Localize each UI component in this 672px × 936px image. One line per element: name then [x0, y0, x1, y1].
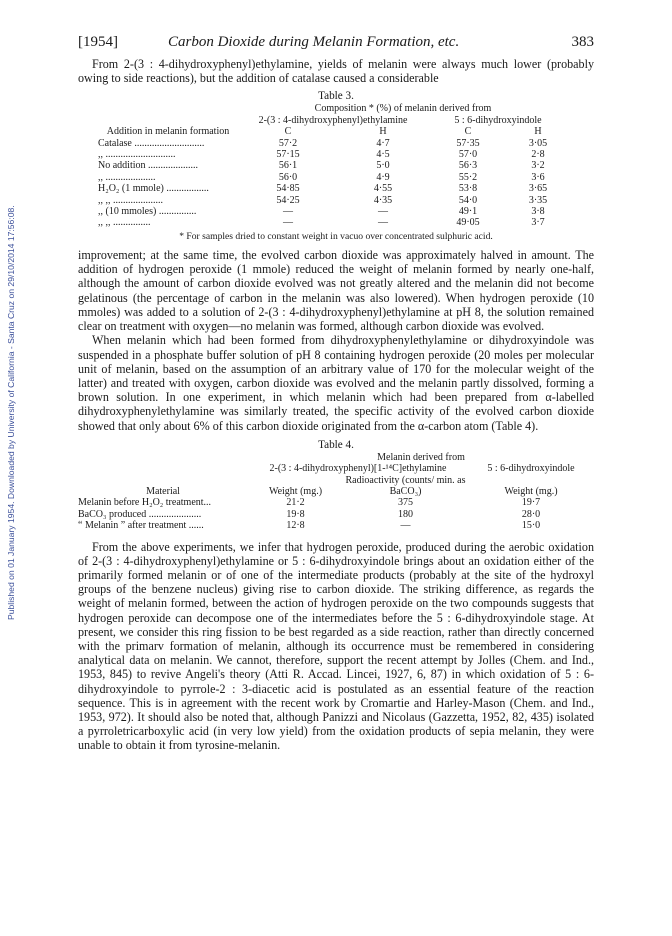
- paragraph-3: When melanin which had been formed from dihydroxyphenylethylamine or dihydroxyindole was suspended in a phosphate buffer solution of pH 8 containing hydrogen peroxide (20 moles per molecular unit of melanin, based on the assumption of an arbitrary value of 170 for the molecular weight of the latter) and treated with oxygen, carbon dioxide was evolved and the melanin partly dissolved, forming a brown solution. In one experiment, in which melanin which had been prepared from α-labelled dihydroxyphenylethylamine was similarly treated, the specific activity of the evolved carbon dioxide showed that only about 6% of this carbon dioxide originated from the α-carbon atom (Table 4).: [78, 333, 594, 433]
- table3-subheader: H: [534, 126, 542, 138]
- cell: 53·8: [458, 183, 478, 195]
- row-label: ,, ....................: [98, 171, 156, 183]
- cell: 55·2: [458, 171, 478, 183]
- cell: 4·35: [373, 194, 393, 206]
- row-label: ,, ,, ...............: [98, 217, 151, 229]
- table3-stub-header: Addition in melanin formation: [106, 126, 230, 138]
- table-row: [98, 217, 568, 228]
- cell: 4·7: [376, 137, 390, 149]
- cell: 4·55: [373, 183, 393, 195]
- table4: [78, 452, 594, 532]
- table3-footnote: * For samples dried to constant weight in vacuo over concentrated sulphuric acid.: [179, 230, 493, 242]
- intro-paragraph: From 2-(3 : 4-dihydroxyphenyl)ethylamine, yields of melanin were always much lower (probably owing to side reactions), but the addition of catalase caused a considerable: [78, 57, 594, 86]
- row-label: Catalase ............................: [98, 137, 205, 149]
- cell: —: [283, 217, 293, 229]
- cell: 3·05: [528, 137, 548, 149]
- paragraph-4: From the above experiments, we infer that hydrogen peroxide, produced during the aerobic oxidation of 2-(3 : 4-dihydroxyphenyl)ethylamine or 5 : 6-dihydroxyindole brings about an oxidation either of the primarily formed melanin or of one of the intermediate products (probably at the site of the hydroxyl groups of the benzene nucleus) giving rise to carbon dioxide. The striking difference, as regards the weight of melanin formed, between the action of hydrogen peroxide on the two compounds suggests that hydrogen peroxide can decompose one of the intermediates before the 5 : 6-dihydroxyindole stage. At present, we consider this ring fission to be best regarded as a side reaction, rather than directly concerned with the primarv formation of melanin, although its occurrence must be remembered in considering analytical data on melanin. We cannot, therefore, support the recent attempt by Jolles (Chem. and Ind., 1953, 845) to revive Angeli's theory (Atti R. Accad. Lincei, 1927, 6, 87) in which oxidation of 5 : 6-dihydroxyindole to pyrrole-2 : 3-diacetic acid is postulated as an essential feature of the reaction sequence. This is in agreement with the recent work by Cromartie and Harley-Mason (Chem. and Ind., 1953, 972). It should also be noted that, although Panizzi and Nicolaus (Gazzetta, 1952, 82, 435) isolated a pyrroletricarboxylic acid (in very low yield) from the oxidation products of sepia melanin, they were unable to obtain it from tyrosine-melanin.: [78, 539, 594, 753]
- row-label: ,, ............................: [98, 149, 176, 161]
- table4-group-header: Melanin derived from: [377, 451, 465, 463]
- cell: 57·35: [456, 137, 480, 149]
- cell: 15·0: [521, 520, 541, 532]
- cell: 3·7: [531, 217, 545, 229]
- cell: 56·3: [458, 160, 478, 172]
- running-head-year: [1954]: [78, 34, 118, 50]
- table3: [98, 103, 568, 228]
- table4-weight-header-a: Weight (mg.): [268, 485, 323, 497]
- cell: 5·0: [376, 160, 390, 172]
- cell: 54·25: [276, 194, 300, 206]
- table3-col-group-a: 2-(3 : 4-dihydroxyphenyl)ethylamine: [258, 114, 408, 126]
- table4-caption: Table 4.: [318, 438, 354, 451]
- cell: 3·2: [531, 160, 545, 172]
- table-row: [98, 172, 568, 183]
- table3-group-header: Composition * (%) of melanin derived from: [314, 103, 492, 115]
- cell: 49·05: [456, 217, 480, 229]
- table-row: [98, 195, 568, 206]
- table3-col-group-b: 5 : 6-dihydroxyindole: [454, 114, 542, 126]
- cell: —: [378, 206, 388, 218]
- table-row: [78, 520, 594, 531]
- table-row: [98, 183, 568, 194]
- cell: 375: [398, 497, 413, 509]
- row-label: Melanin before H₂O₂ treatment...: [78, 497, 212, 509]
- table-row: [78, 509, 594, 520]
- page-number: 383: [571, 34, 594, 50]
- row-label: H₂O₂ (1 mmole) .................: [98, 183, 209, 195]
- cell: 4·5: [376, 149, 390, 161]
- row-label: ,, ,, ....................: [98, 194, 163, 206]
- cell: 180: [398, 508, 413, 520]
- journal-page: [78, 34, 594, 753]
- cell: 3·8: [531, 206, 545, 218]
- table-row: [78, 497, 594, 508]
- cell: 54·0: [458, 194, 478, 206]
- cell: 19·8: [286, 508, 305, 520]
- table3-subheader: C: [284, 126, 292, 138]
- cell: 56·0: [278, 171, 298, 183]
- table-row: [98, 160, 568, 171]
- table4-radio-header: Radioactivity (counts/ min. as BaCO₃): [345, 474, 466, 497]
- cell: 49·1: [458, 206, 478, 218]
- cell: 57·2: [278, 137, 298, 149]
- cell: —: [283, 206, 293, 218]
- cell: 2·8: [531, 149, 545, 161]
- table3-caption: Table 3.: [318, 90, 354, 103]
- cell: 19·7: [521, 497, 541, 509]
- table4-stub-header: Material: [146, 485, 180, 497]
- download-watermark: [6, 120, 20, 620]
- cell: 3·35: [528, 194, 548, 206]
- table-row: [98, 206, 568, 217]
- running-head: [78, 34, 594, 54]
- cell: 3·6: [531, 171, 545, 183]
- row-label: No addition ....................: [98, 160, 198, 172]
- table4-col-group-a: 2-(3 : 4-dihydroxyphenyl)[1-¹⁴C]ethylamine: [269, 463, 447, 475]
- cell: 3·65: [528, 183, 548, 195]
- cell: 57·15: [276, 149, 300, 161]
- row-label: “ Melanin ” after treatment ......: [78, 520, 204, 532]
- table3-subheader: C: [464, 126, 472, 138]
- cell: —: [378, 217, 388, 229]
- running-head-title: Carbon Dioxide during Melanin Formation, etc.: [168, 34, 460, 50]
- table3-subheader: H: [379, 126, 387, 138]
- cell: —: [400, 520, 411, 532]
- cell: 4·9: [376, 171, 390, 183]
- cell: 56·1: [278, 160, 298, 172]
- row-label: BaCO₃ produced .....................: [78, 508, 202, 520]
- cell: 28·0: [521, 508, 541, 520]
- cell: 54·85: [276, 183, 300, 195]
- cell: 12·8: [286, 520, 305, 532]
- table4-weight-header-b: Weight (mg.): [504, 485, 558, 497]
- paragraph-2: improvement; at the same time, the evolved carbon dioxide was approximately halved in amount. The addition of hydrogen peroxide (1 mmole) reduced the weight of melanin formed by nearly one-half, although the amount of carbon dioxide evolved was not greatly altered and the melanin did not become gelatinous (the percentage of carbon in the melanin was also lowered). When hydrogen peroxide (10 mmoles) was added to a solution of 2-(3 : 4-dihydroxyphenyl)ethylamine at pH 8, the solution remained clear on treatment with oxygen—no melanin was formed, although carbon dioxide was evolved.: [78, 248, 594, 334]
- cell: 57·0: [458, 149, 478, 161]
- row-label: ,, (10 mmoles) ...............: [98, 206, 197, 218]
- table4-col-group-b: 5 : 6-dihydroxyindole: [487, 463, 575, 475]
- table-row: [98, 138, 568, 149]
- table-row: [98, 149, 568, 160]
- cell: 21·2: [286, 497, 305, 509]
- download-watermark-text: Published on 01 January 1954. Downloaded by University of California - Santa Cruz on 29/10/2014 17:56:08.: [6, 205, 16, 620]
